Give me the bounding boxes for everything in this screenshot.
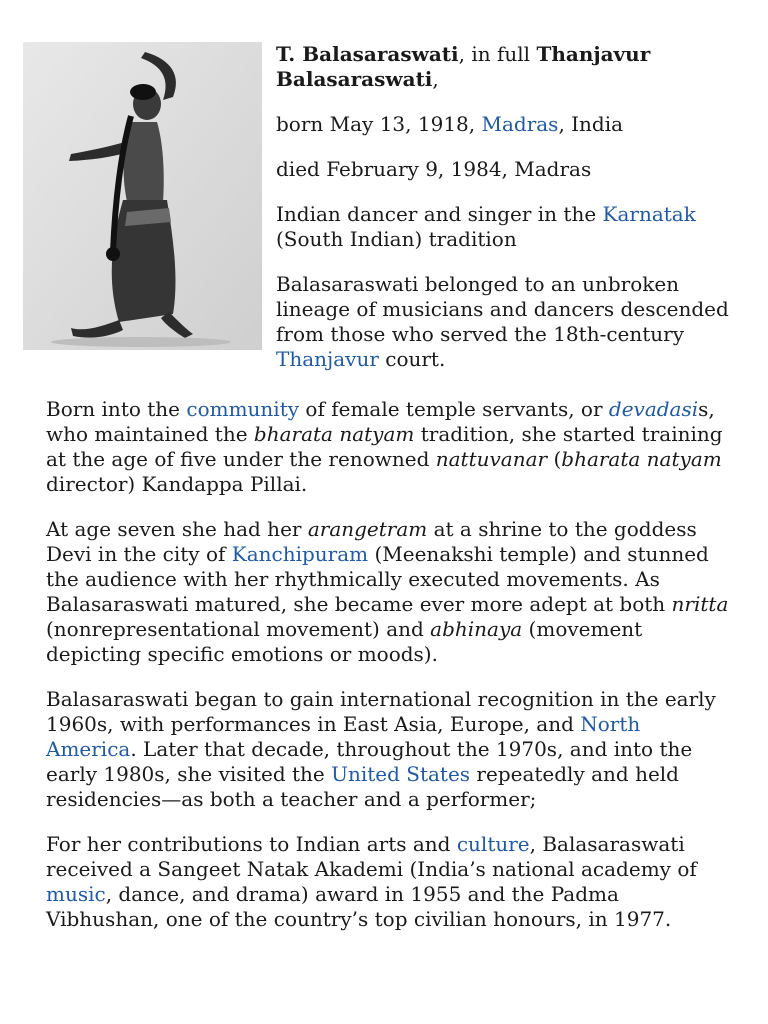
thanjavur-link[interactable]: Thanjavur [276,347,379,371]
united-states-link[interactable]: United States [331,762,471,786]
paragraph-international: Balasaraswati began to gain international recognition in the early 1960s, with performances in East Asia, Europe, and North America. Later that decade, throughout the 1970s, and into the early 1980s, she visited the United States repeatedly and held residencies—as both a teacher and a performer; [46,687,716,811]
devadasi-link[interactable]: devadasi [608,397,699,421]
dancer-photo-illustration [23,42,262,350]
community-link[interactable]: community [186,397,300,421]
heading-line: T. Balasaraswati, in full Thanjavur Balasaraswati, [276,42,651,91]
died-line: died February 9, 1984, Madras [276,157,592,181]
paragraph-honours: For her contributions to Indian arts and culture, Balasaraswati received a Sangeet Natak Akademi (India’s national academy of music, dance, and drama) award in 1955 and the Padma Vibhushan, one of the country’s top civilian honours, in 1977. [46,832,697,931]
paragraph-early-life: Born into the community of female temple servants, or devadasis, who maintained the bharata natyam tradition, she started training at the age of five under the renowned nattuvanar (bharata natyam director) Kandappa Pillai. [46,397,723,496]
article-body [46,397,736,952]
description-line: Indian dancer and singer in the Karnatak (South Indian) tradition [276,202,696,251]
karnatak-link[interactable]: Karnatak [602,202,696,226]
born-line: born May 13, 1918, Madras, India [276,112,624,136]
music-link[interactable]: music [46,882,106,906]
madras-link[interactable]: Madras [481,112,559,136]
summary-block [276,42,746,392]
lineage-paragraph: Balasaraswati belonged to an unbroken lineage of musicians and dancers descended from those who served the 18th-century Thanjavur court. [276,272,729,371]
name-short: T. Balasaraswati [276,42,459,66]
kanchipuram-link[interactable]: Kanchipuram [231,542,369,566]
dancer-photo [23,42,262,350]
culture-link[interactable]: culture [456,832,530,856]
name-full: Thanjavur Balasaraswati [276,42,651,91]
paragraph-arangetram: At age seven she had her arangetram at a shrine to the goddess Devi in the city of Kanchipuram (Meenakshi temple) and stunned the audience with her rhythmically executed movements. As Balasaraswati matured, she became ever more adept at both nritta (nonrepresentational movement) and abhinaya (movement depicting specific emotions or moods). [46,517,729,666]
north-america-link[interactable]: North America [46,712,641,761]
